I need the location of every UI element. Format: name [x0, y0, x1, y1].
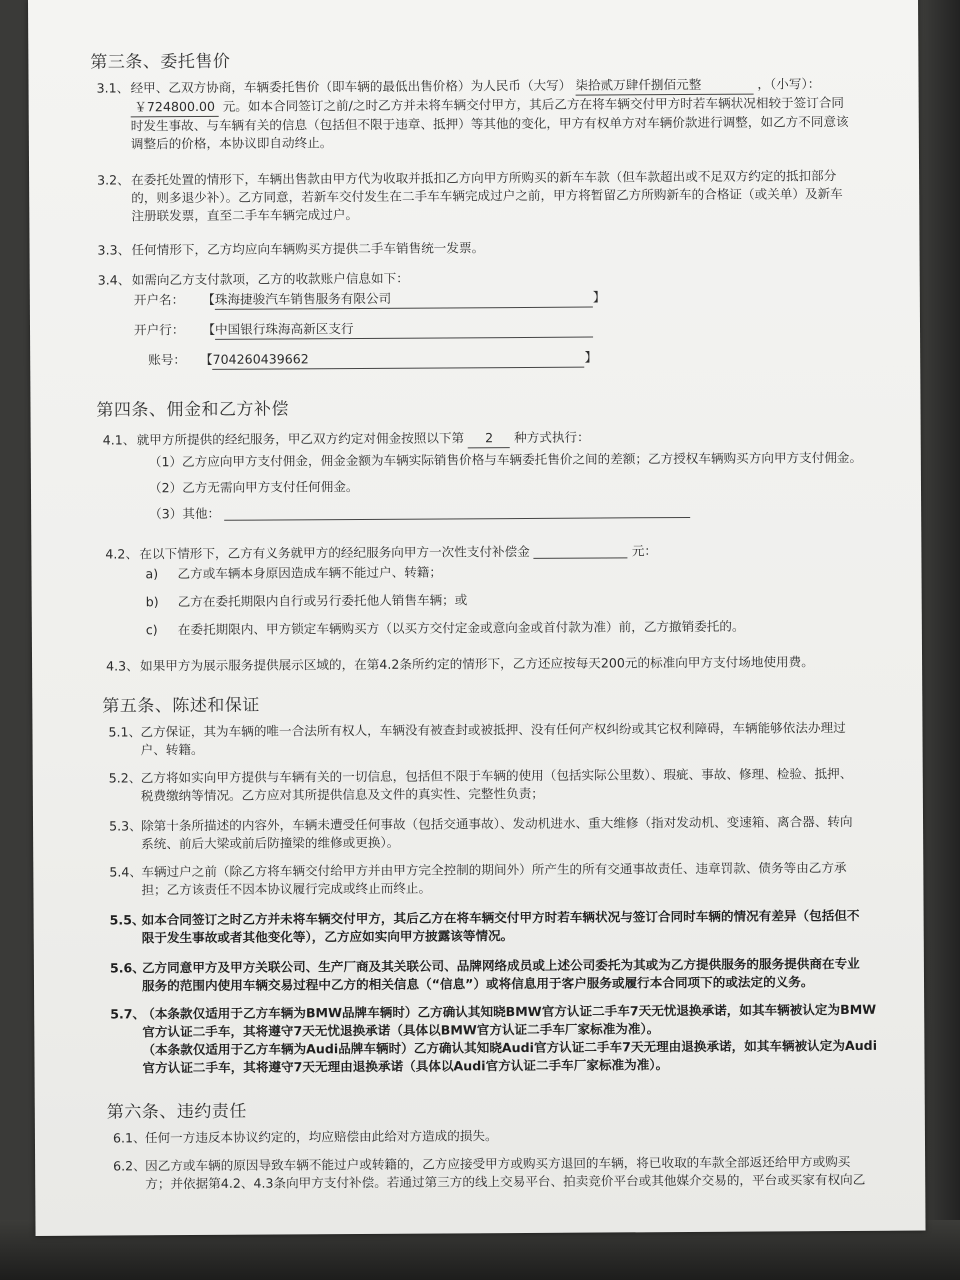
section-5-title: 第五条、陈述和保证	[102, 695, 260, 717]
clause-number: 3.2、	[97, 172, 130, 188]
clause-number: 5.5、	[109, 912, 145, 928]
clause-5-5	[110, 907, 910, 948]
clause-text: 注册联发票，直至二手车车辆完成过户。	[131, 206, 359, 224]
section-4-title: 第四条、佣金和乙方补偿	[96, 399, 290, 421]
clause-3-4	[98, 267, 898, 290]
clause-text: 调整后的价格，本协议即自动终止。	[130, 135, 333, 152]
clause-number: 5.6、	[109, 960, 145, 976]
clause-number: 6.2、	[113, 1158, 146, 1174]
clause-text: 系统、前后大梁或前后防撞梁的维修或更换）。	[141, 834, 400, 852]
clause-text: 官方认证二手车，其将遵守7天无理由退换承诺（具体以Audi官方认证二手车厂家标准为准）。	[142, 1057, 669, 1076]
clause-4-1	[103, 427, 903, 451]
clause-text: 担；乙方该责任不因本协议履行完成或终止而终止。	[141, 880, 432, 898]
account-bank-label: 开户行：	[133, 322, 185, 338]
account-bank-row	[134, 319, 593, 341]
clause-number: 4.2、	[105, 546, 139, 562]
clause-4-3	[106, 653, 906, 676]
clause-number: 3.4、	[97, 272, 131, 288]
clause-5-4	[109, 859, 909, 900]
bracket-right: 】	[584, 349, 598, 365]
clause-5-3	[109, 813, 909, 854]
account-number-field	[213, 349, 585, 370]
clause-text: （本条款仅适用于乙方车辆为BMW品牌车辆时）乙方确认其知晓BMW官方认证二手车7天无忧退换承诺，如其车辆被认定为BMW	[142, 1001, 877, 1022]
price-uppercase-field	[575, 76, 753, 96]
clause-6-2	[113, 1153, 913, 1194]
clause-3-2	[97, 167, 897, 226]
compensation-amount-blank	[534, 543, 628, 559]
condition-a-text: 乙方或车辆本身原因造成车辆不能过户、转籍；	[177, 564, 443, 582]
clause-text: 乙方同意甲方及甲方关联公司、生产厂商及其关联公司、品牌网络成员或上述公司委托为其或为乙方提供服务的服务提供商在专业	[141, 955, 860, 976]
condition-b-label: b)	[145, 594, 159, 610]
account-number-row	[148, 349, 597, 371]
bracket-left: 【	[202, 291, 215, 307]
clause-number: 5.7、	[110, 1006, 146, 1022]
option-3-blank	[224, 503, 690, 521]
commission-option-value: 2	[485, 430, 494, 446]
price-lowercase-value: ￥724800.00	[134, 98, 216, 115]
clause-text: 如果甲方为展示服务提供展示区域的，在第4.2条所约定的情形下，乙方还应按每天200元的标准向甲方支付场地使用费。	[140, 654, 814, 674]
clause-text: 税费缴纳等情况。乙方应对其所提供信息及文件的真实性、完整性负责；	[140, 785, 544, 804]
condition-c-label: c)	[145, 622, 158, 638]
clause-6-1	[113, 1125, 913, 1148]
clause-text: 如需向乙方支付款项，乙方的收款账户信息如下：	[131, 270, 409, 288]
bracket-left: 【	[199, 351, 213, 367]
contract-page	[28, 0, 926, 1236]
condition-c	[146, 618, 745, 640]
clause-number: 5.3、	[109, 818, 142, 834]
clause-text: 在委托处置的情形下，车辆出售款由甲方代为收取并抵扣乙方向甲方所购买的新车车款（但车款超出或不足双方约定的抵扣部分	[131, 168, 837, 188]
condition-b-text: 乙方在委托期限内自行或另行委托他人销售车辆；或	[177, 592, 468, 610]
clause-3-3	[97, 237, 897, 260]
clause-text: 户、转籍。	[140, 741, 204, 758]
commission-option-3	[149, 501, 909, 524]
clause-number: 6.1、	[112, 1130, 146, 1146]
clause-number: 3.1、	[96, 80, 130, 96]
section-3-title: 第三条、委托售价	[90, 51, 231, 73]
clause-text: 因乙方或车辆的原因导致车辆不能过户或转籍的，乙方应接受甲方或购买方退回的车辆，将已收取的车款全部返还给甲方或购买	[145, 1153, 851, 1174]
clause-text: 乙方将如实向甲方提供与车辆有关的一切信息，包括但不限于车辆的使用（包括实际公里数）、瑕疵、事故、修理、检验、抵押、	[140, 765, 853, 786]
clause-5-6	[110, 955, 910, 996]
account-number-label: 账号：	[148, 352, 187, 368]
clause-number: 3.3、	[97, 242, 131, 258]
clause-number: 4.1、	[102, 432, 136, 448]
bracket-right: 】	[592, 289, 606, 305]
clause-text: 种方式执行：	[514, 429, 590, 446]
clause-text: 乙方保证，其为车辆的唯一合法所有权人，车辆没有被查封或被抵押、没有任何产权纠纷或其它权利障碍，车辆能够依法办理过	[140, 720, 846, 740]
clause-text: 就甲方所提供的经纪服务，甲乙双方约定对佣金按照以下第	[136, 430, 465, 448]
clause-number: 5.1、	[108, 724, 142, 740]
clause-5-1	[108, 719, 908, 760]
clause-text: 方；并依据第4.2、4.3条向甲方支付补偿。若通过第三方的线上交易平台、拍卖竞价平台或其他媒介交易的，平台或买家有权向乙	[145, 1171, 866, 1192]
condition-a-label: a)	[145, 566, 159, 582]
clause-text: 任何情形下，乙方均应向车辆购买方提供二手车销售统一发票。	[131, 240, 485, 258]
commission-option-field	[468, 429, 510, 448]
account-name-row	[134, 288, 606, 310]
clause-text: 在以下情形下，乙方有义务就甲方的经纪服务向甲方一次性支付补偿金	[139, 543, 530, 562]
section-6-title: 第六条、违约责任	[106, 1101, 247, 1123]
clause-text: 官方认证二手车，其将遵守7天无忧退换承诺（具体以BMW官方认证二手车厂家标准为准）。	[142, 1021, 660, 1040]
clause-text: 服务的范围内使用车辆交易过程中乙方的相关信息（“信息”）或将信息用于客户服务或履行本合同项下的或法定的义务。	[141, 974, 814, 994]
condition-a	[145, 563, 442, 583]
clause-number: 5.2、	[108, 770, 142, 786]
account-bank-field	[215, 319, 593, 340]
option-3-label: （3）其他：	[149, 505, 221, 522]
account-number-value: 704260439662	[212, 351, 309, 367]
clause-text: 除第十条所描述的内容外，车辆未遭受任何事故（包括交通事故）、发动机进水、重大维修（指对发动机、变速箱、离合器、转向	[141, 813, 853, 834]
clause-5-2	[109, 765, 909, 806]
condition-c-text: 在委托期限内、甲方锁定车辆购买方（以买方交付定金或意向金或首付款为准）前，乙方撤销委托的。	[177, 618, 745, 638]
bracket-left: 【	[202, 321, 216, 337]
price-lowercase-field	[131, 98, 219, 118]
clause-text: 经甲、乙双方协商，车辆委托售价（即车辆的最低出售价格）为人民币（大写）	[130, 77, 572, 96]
clause-number: 4.3、	[106, 658, 139, 674]
clause-text: 限于发生事故或者其他变化等），乙方应如实向甲方披露该等情况。	[141, 928, 514, 946]
clause-text: 时发生事故、与车辆有关的信息（包括但不限于违章、抵押）等其他的变化，甲方有权单方对车辆价款进行调整，如乙方不同意该	[130, 113, 849, 134]
price-uppercase-value: 柒拾贰万肆仟捌佰元整	[575, 76, 702, 93]
commission-option-1: （1）乙方应向甲方支付佣金，佣金金额为车辆实际销售价格与车辆委托售价之间的差额；乙方授权车辆购买方向甲方支付佣金。	[148, 449, 863, 470]
commission-option-2: （2）乙方无需向甲方支付任何佣金。	[148, 478, 359, 496]
account-name-field	[215, 289, 593, 310]
clause-text: 车辆过户之前（除乙方将车辆交付给甲方并由甲方完全控制的期间外）所产生的所有交通事故责任、违章罚款、债务等由乙方承	[141, 860, 847, 880]
clause-text: 元。如本合同签订之前/之时乙方并未将车辆交付甲方，其后乙方在将车辆交付甲方时若车辆状况相较于签订合同	[222, 95, 845, 114]
clause-5-7	[110, 1001, 910, 1078]
account-name-label: 开户名：	[133, 292, 185, 308]
clause-text: 如本合同签订之时乙方并未将车辆交付甲方，其后乙方在将车辆交付甲方时若车辆状况与签订合同时车辆的情况有差异（包括但不	[141, 907, 860, 928]
account-name-value: 珠海捷骏汽车销售服务有限公司	[214, 290, 392, 307]
clause-number: 5.4、	[109, 864, 142, 880]
clause-text: 元：	[631, 543, 658, 559]
clause-4-2	[105, 541, 905, 564]
clause-text: 的，则多退少补）。乙方同意，若新车交付发生在二手车车辆完成过户之前，甲方将暂留乙方所购新车的合格证（或关单）及新车	[131, 186, 843, 206]
clause-3-1	[96, 75, 896, 154]
account-bank-value: 中国银行珠海高新区支行	[214, 321, 354, 337]
condition-b	[146, 591, 468, 611]
clause-text: ，（小写）：	[757, 76, 821, 92]
clause-text: （本条款仅适用于乙方车辆为Audi品牌车辆时）乙方确认其知晓Audi官方认证二手车7天无理由退换承诺，如其车辆被认定为Audi	[142, 1037, 878, 1058]
clause-text: 任何一方违反本协议约定的，均应赔偿由此给对方造成的损失。	[144, 1128, 498, 1146]
